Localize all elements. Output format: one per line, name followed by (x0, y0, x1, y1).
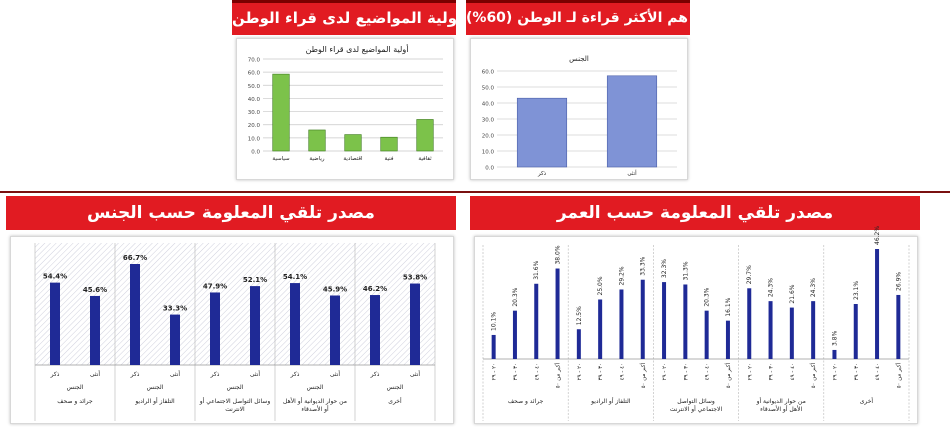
y-tick-label: 30.0 (481, 117, 494, 124)
x-tick-label: أكبر من ٥٠ (811, 363, 818, 389)
data-label: 16.1% (724, 297, 732, 317)
topics-chart-frame (236, 38, 454, 180)
bar (210, 292, 220, 365)
y-tick-label: 60.0 (481, 69, 494, 76)
source-gender-banner: مصدر تلقي المعلومة حسب الجنس (6, 196, 456, 230)
x-tick-label: أكبر من ٥٠ (555, 363, 562, 389)
group-label: التلفاز أو الراديو (591, 398, 631, 405)
data-label: 23.1% (852, 280, 860, 300)
x-tick-label: فنية (384, 156, 394, 162)
y-tick-label: 20.0 (481, 133, 494, 140)
data-label: 29.2% (618, 266, 626, 286)
x-tick-label: ٤٠ - ٤٩ (789, 363, 796, 381)
bar (854, 304, 858, 359)
x-tick-label: أكبر من ٥٠ (896, 363, 903, 389)
data-label: 26.9% (895, 271, 903, 291)
bar (705, 311, 709, 359)
group-label: جرائد و صحف (507, 398, 544, 405)
gender-chart-frame (470, 38, 688, 180)
bar (683, 284, 687, 359)
x-tick-label: أنثى (89, 371, 101, 378)
data-label: 29.7% (746, 265, 754, 285)
data-label: 3.8% (831, 330, 839, 346)
y-tick-label: 10.0 (247, 136, 260, 143)
x-tick-label: ذكر (537, 171, 547, 177)
data-label: 46.2% (362, 285, 388, 294)
data-label: 24.3% (810, 278, 818, 298)
x-tick-label: ثقافية (418, 156, 432, 162)
bar (410, 284, 420, 365)
x-tick-label: ذكر (210, 371, 220, 378)
x-tick-label: أنثى (249, 371, 261, 378)
data-label: 33.3% (162, 304, 188, 313)
x-tick-label: أكبر من ٥٠ (725, 363, 732, 389)
x-tick-label: أنثى (627, 171, 637, 177)
x-tick-label: ٣٠ - ٣٩ (768, 363, 775, 381)
group-label: من حوار الديوانية أو الأهل أو الأصدقاء (756, 398, 806, 413)
data-label: 25.0% (597, 276, 605, 296)
bar (370, 295, 380, 365)
data-label: 38.0% (554, 245, 562, 265)
y-tick-label: 60.0 (247, 70, 260, 77)
data-label: 54.1% (282, 273, 308, 282)
source-age-panel (470, 196, 920, 424)
bar (170, 315, 180, 365)
bar (769, 301, 773, 359)
bar (641, 280, 645, 359)
data-label: 45.9% (322, 285, 348, 294)
y-tick-label: 10.0 (481, 149, 494, 156)
data-label: 10.1% (490, 311, 498, 331)
group-label: التلفاز أو الراديو (135, 398, 175, 405)
bar (811, 301, 815, 359)
group-label: من حوار الديوانية أو الأهل أو الأصدقاء (283, 398, 347, 413)
y-tick-label: 0.0 (251, 149, 260, 156)
bar (273, 74, 290, 151)
source-gender-bar-chart (11, 237, 453, 423)
group-label: وسائل التواصل الاجتماعي أو الانترنت (669, 398, 723, 413)
bar (290, 283, 300, 365)
x-tick-label: أنثى (169, 371, 181, 378)
data-label: 21.6% (788, 284, 796, 304)
data-label: 47.9% (202, 282, 228, 291)
x-tick-label: رياضية (309, 156, 325, 162)
y-tick-label: 20.0 (247, 123, 260, 130)
data-label: 54.4% (42, 272, 68, 281)
bar (598, 299, 602, 359)
y-tick-label: 50.0 (247, 83, 260, 90)
bar (517, 98, 567, 167)
y-tick-label: 40.0 (247, 96, 260, 103)
women-banner: النساء هم الأكثر قراءة لـ الوطن (60%) (466, 0, 690, 35)
bar (250, 286, 260, 365)
bar (534, 284, 538, 359)
x-tick-label: أنثى (409, 371, 421, 378)
data-label: 20.3% (703, 287, 711, 307)
group-axis-label: الجنس (226, 384, 244, 391)
y-tick-label: 0.0 (485, 165, 494, 172)
x-tick-label: اقتصادية (343, 156, 363, 162)
data-label: 32.3% (661, 259, 669, 279)
x-tick-label: أكبر من ٥٠ (640, 363, 647, 389)
source-age-chart-frame (474, 225, 918, 424)
group-axis-label: الجنس (386, 384, 404, 391)
source-age-bar-chart (475, 225, 917, 423)
bar (662, 282, 666, 359)
group-label: أخرى (388, 398, 402, 405)
x-tick-label: ٢٠ - ٢٩ (747, 363, 754, 381)
data-label: 53.8% (402, 273, 428, 282)
topics-bar-chart (237, 39, 453, 179)
x-tick-label: ذكر (290, 371, 300, 378)
bar (50, 283, 60, 365)
data-label: 46.2% (874, 225, 882, 245)
x-tick-label: ٤٠ - ٤٩ (875, 363, 882, 381)
data-label: 33.3% (639, 256, 647, 276)
y-tick-label: 50.0 (481, 85, 494, 92)
y-tick-label: 30.0 (247, 110, 260, 117)
bar (607, 76, 657, 167)
x-tick-label: ٣٠ - ٣٩ (683, 363, 690, 381)
x-tick-label: ٢٠ - ٢٩ (832, 363, 839, 381)
group-label: وسائل التواصل الاجتماعي أو الانترنت (199, 398, 271, 413)
x-tick-label: ٢٠ - ٢٩ (491, 363, 498, 381)
bar (513, 311, 517, 359)
bar (309, 130, 326, 151)
data-label: 52.1% (242, 276, 268, 285)
bar (90, 296, 100, 365)
data-label: 31.6% (533, 260, 541, 280)
group-axis-label: الجنس (66, 384, 84, 391)
x-tick-label: ذكر (50, 371, 60, 378)
x-tick-label: ٣٠ - ٣٩ (853, 363, 860, 381)
group-label: جرائد و صحف (57, 398, 93, 405)
bar (345, 135, 362, 151)
x-tick-label: ٤٠ - ٤٩ (619, 363, 626, 381)
source-age-banner: مصدر تلقي المعلومة حسب العمر (470, 196, 920, 230)
x-tick-label: ذكر (370, 371, 380, 378)
bar (381, 137, 398, 151)
topics-panel (232, 0, 463, 183)
x-tick-label: أنثى (329, 371, 341, 378)
bar (896, 295, 900, 359)
bar (556, 269, 560, 359)
bar (330, 295, 340, 365)
x-tick-label: سياسية (272, 156, 290, 162)
bar (619, 289, 623, 359)
data-label: 45.6% (82, 285, 108, 294)
x-tick-label: ٤٠ - ٤٩ (704, 363, 711, 381)
bar (832, 350, 836, 359)
group-label: أخرى (859, 398, 874, 405)
chart-title: الجنس (569, 55, 589, 63)
bar (790, 308, 794, 359)
x-tick-label: ٢٠ - ٢٩ (662, 363, 669, 381)
x-tick-label: ٤٠ - ٤٩ (534, 363, 541, 381)
group-axis-label: الجنس (146, 384, 164, 391)
y-tick-label: 70.0 (247, 57, 260, 64)
data-label: 20.3% (511, 287, 519, 307)
x-tick-label: ٢٠ - ٢٩ (576, 363, 583, 381)
group-axis-label: الجنس (306, 384, 324, 391)
x-tick-label: ذكر (130, 371, 140, 378)
women-panel (466, 0, 736, 183)
data-label: 66.7% (122, 253, 148, 262)
bar (726, 321, 730, 359)
source-gender-chart-frame (10, 236, 454, 424)
bar (417, 119, 434, 151)
bar (577, 329, 581, 359)
x-tick-label: ٣٠ - ٣٩ (598, 363, 605, 381)
y-tick-label: 40.0 (481, 101, 494, 108)
x-tick-label: ٣٠ - ٣٩ (512, 363, 519, 381)
section-divider (0, 191, 950, 193)
source-gender-panel (6, 196, 456, 424)
data-label: 31.3% (682, 261, 690, 281)
data-label: 12.5% (575, 306, 583, 326)
bar (875, 249, 879, 359)
data-label: 24.3% (767, 278, 775, 298)
bar (492, 335, 496, 359)
topics-banner: أولية المواضيع لدى قراء الوطن (232, 0, 456, 35)
bar (130, 264, 140, 365)
gender-bar-chart (471, 39, 687, 179)
chart-title: أولية المواضيع لدى قراء الوطن (305, 45, 409, 54)
bar (747, 288, 751, 359)
